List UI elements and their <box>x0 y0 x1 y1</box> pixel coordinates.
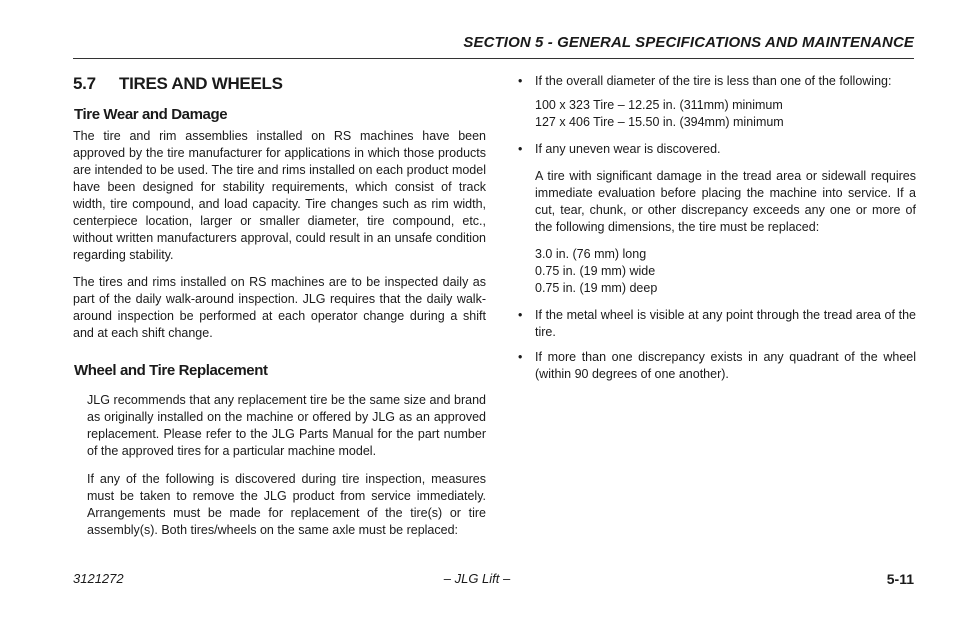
replacement-paragraph-1: JLG recommends that any replacement tire be the same size and brand as originally installed on the machine or offered by JLG as an approved replacement. Please refer to the JLG Parts Manual for the part number of the approved tires for a particular machine model. <box>87 393 486 458</box>
bullet-dot: • <box>518 74 523 88</box>
footer-page-number: 5-11 <box>886 571 914 587</box>
bullet-uneven-wear <box>518 141 916 158</box>
section-heading <box>73 74 486 94</box>
tire-size-item: 100 x 323 Tire – 12.25 in. (311mm) minimum <box>535 98 783 112</box>
section-number: 5.7 <box>73 74 96 93</box>
right-column <box>518 73 916 383</box>
left-column <box>73 74 486 539</box>
page-header-title: SECTION 5 - GENERAL SPECIFICATIONS AND MAINTENANCE <box>463 34 914 51</box>
tire-size-list <box>518 97 916 131</box>
bullet-discrepancy-quadrant-text: If more than one discrepancy exists in any quadrant of the wheel (within 90 degrees of one another). <box>535 350 916 381</box>
tire-wear-paragraph-1: The tire and rim assemblies installed on RS machines have been approved by the tire manufacturer for applications in which those products are intended to be used. The tire and rims installed on each product model have been designed for stability requirements, which consist of track width, tire compound, and load capacity. Tire changes such as rim width, centerpiece location, larger or smaller diameter, tire compound, etc., without written manufacturers approval, could result in an unsafe condition regarding stability. <box>73 129 486 262</box>
header-rule <box>73 58 914 59</box>
replacement-heading: Wheel and Tire Replacement <box>74 362 268 379</box>
bullet-dot: • <box>518 308 523 322</box>
bullet-metal-wheel-text: If the metal wheel is visible at any point through the tread area of the tire. <box>535 308 916 339</box>
footer-center: – JLG Lift – <box>443 571 511 586</box>
damage-dimension-item: 3.0 in. (76 mm) long <box>535 247 647 261</box>
bullet-diameter-text: If the overall diameter of the tire is less than one of the following: <box>535 74 892 88</box>
damage-dimension-list <box>518 246 916 297</box>
tire-size-item: 127 x 406 Tire – 15.50 in. (394mm) minimum <box>535 115 784 129</box>
bullet-uneven-wear-text: If any uneven wear is discovered. <box>535 142 721 156</box>
tire-wear-paragraph-2: The tires and rims installed on RS machines are to be inspected daily as part of the daily walk-around inspection. JLG requires that the daily walk-around inspection be performed at each operator change during a shift and at each shift change. <box>73 275 486 340</box>
bullet-metal-wheel <box>518 307 916 341</box>
bullet-discrepancy-quadrant <box>518 349 916 383</box>
replacement-paragraph-2: If any of the following is discovered during tire inspection, measures must be taken to remove the JLG product from service immediately. Arrangements must be made for replacement of the tire(s) or tire assembly(s). Both tires/wheels on the same axle must be replaced: <box>87 472 486 537</box>
footer-doc-number: 3121272 <box>73 571 124 586</box>
bullet-dot: • <box>518 350 523 364</box>
tire-wear-heading: Tire Wear and Damage <box>74 106 228 123</box>
section-title: TIRES AND WHEELS <box>119 74 283 93</box>
damage-paragraph: A tire with significant damage in the tread area or sidewall requires immediate evaluation before placing the machine into service. If a cut, tear, chunk, or other discrepancy exceeds any one or more of the following dimensions, the tire must be replaced: <box>535 169 916 234</box>
bullet-dot: • <box>518 142 523 156</box>
damage-dimension-item: 0.75 in. (19 mm) deep <box>535 281 658 295</box>
bullet-diameter <box>518 73 916 90</box>
damage-dimension-item: 0.75 in. (19 mm) wide <box>535 264 656 278</box>
